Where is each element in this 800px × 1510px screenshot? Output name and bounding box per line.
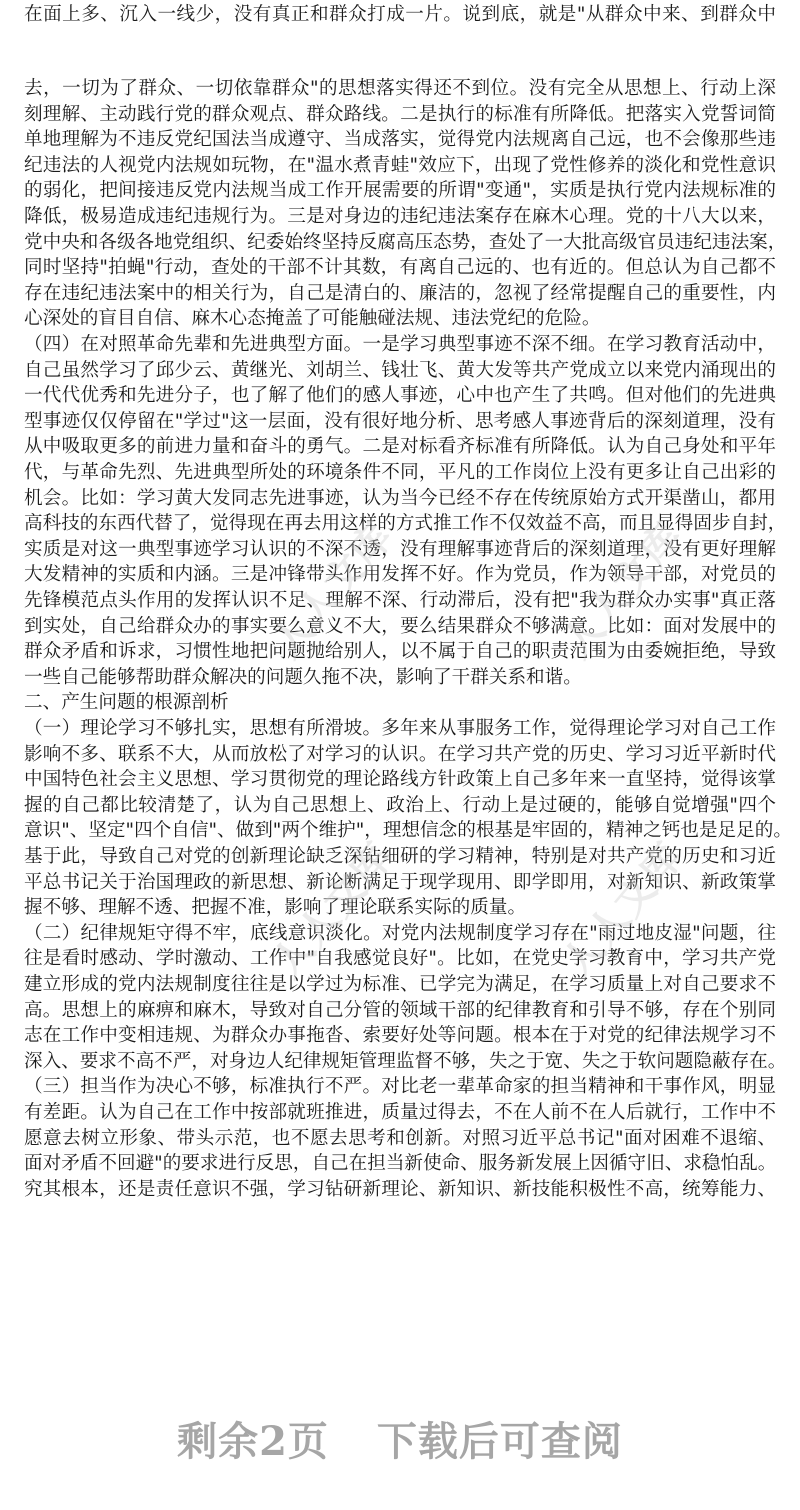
text-line: 面对矛盾不回避"的要求进行反思，自己在担当新使命、服务新发展上因循守旧、求稳怕乱。 [24,1153,777,1175]
text-line: 基于此，导致自己对党的创新理论缺乏深钻细研的学习精神，特别是对共产党的历史和习近 [24,846,776,867]
text-line: 影响不多、联系不大，从而放松了对学习的认识。在学习共产党的历史、学习习近平新时代 [24,743,776,765]
text-line: 从中吸取更多的前进力量和奋斗的勇气。二是对标看齐标准有所降低。认为自己身处和平年 [24,436,776,458]
text-line: （三）担当作为决心不够，标准执行不严。对比老一辈革命家的担当精神和干事作风，明显 [24,1076,776,1098]
text-line: 中国特色社会主义思想、学习贯彻党的理论路线方针政策上自己多年来一直坚持，觉得该掌 [24,769,776,791]
text-line: 一些自己能够帮助群众解决的问题久拖不决，影响了干群关系和谐。 [24,666,582,688]
download-hint-label: 下载后可查阅 [376,1418,623,1465]
text-line: 高。思想上的麻痹和麻木，导致对自己分管的领域干部的纪律教育和引导不够，存在个别同 [24,999,776,1021]
text-line: 平总书记关于治国理政的新思想、新论断满足于现学现用、即学即用，对新知识、新政策掌 [24,871,776,893]
remaining-pages-label: 剩余2页 [177,1418,329,1465]
remaining-pages-banner [0,1410,800,1467]
text-line: 群众矛盾和诉求，习惯性地把问题抛给别人，以不属于自己的职责范围为由委婉拒绝，导致 [24,641,776,663]
text-line: 志在工作中变相违规、为群众办事拖沓、索要好处等问题。根本在于对党的纪律法规学习不 [24,1025,776,1047]
watermark: 人人文库 [263,834,402,987]
text-line: 单地理解为不违反党纪国法当成遵守、当成落实，觉得党内法规离自己远，也不会像那些违 [24,129,776,151]
text-line: 党中央和各级各地党组织、纪委始终坚持反腐高压态势，查处了一大批高级官员违纪违法案， [24,231,787,253]
text-line: 建立形成的党内法规制度往往是以学过为标准、已学完为满足，在学习质量上对自己要求不 [24,974,776,995]
text-line: 握的自己都比较清楚了，认为自己思想上、政治上、行动上是过硬的，能够自觉增强"四个 [24,794,776,816]
text-line: 愿意去树立形象、带头示范，也不愿去思考和创新。对照习近平总书记"面对困难不退缩、 [24,1127,776,1149]
text-line: 究其根本，还是责任意识不强，学习钻研新理论、新知识、新技能积极性不高，统筹能力、 [24,1178,776,1200]
text-line-top-fragment: 在面上多、沉入一线少，没有真正和群众打成一片。说到底，就是"从群众中来、到群众中 [24,4,776,25]
text-line: 纪违法的人视党内法规如玩物，在"温水煮青蛙"效应下，出现了党性修养的淡化和党性意识 [24,154,776,176]
text-line: 刻理解、主动践行党的群众观点、群众路线。二是执行的标准有所降低。把落实入党誓词简 [24,103,776,125]
text-line: 大发精神的实质和内涵。三是冲锋带头作用发挥不好。作为党员，作为领导干部，对党员的 [24,564,776,586]
text-line: 型事迹仅仅停留在"学过"这一层面，没有很好地分析、思考感人事迹背后的深刻道理，没有 [24,410,776,432]
text-line: 自己虽然学习了邱少云、黄继光、刘胡兰、钱壮飞、黄大发等共产党成立以来党内涌现出的 [24,359,776,381]
text-line: （一）理论学习不够扎实，思想有所滑坡。多年来从事服务工作，觉得理论学习对自己工作 [24,718,776,739]
text-line: 存在违纪违法案中的相关行为，自己是清白的、廉洁的，忽视了经常提醒自己的重要性，内 [24,282,776,304]
text-line: 先锋模范点头作用的发挥认识不足、理解不深、行动滞后，没有把"我为群众办实事"真正落 [24,590,776,611]
text-line: 握不够、理解不透、把握不准，影响了理论联系实际的质量。 [24,897,527,919]
text-line: （二）纪律规矩守得不牢，底线意识淡化。对党内法规制度学习存在"雨过地皮湿"问题，往 [24,922,776,944]
text-line: 二、产生问题的根源剖析 [24,692,229,714]
text-line: 代，与革命先烈、先进典型所处的环境条件不同，平凡的工作岗位上没有更多让自己出彩的 [24,462,776,483]
text-line: （四）在对照革命先辈和先进典型方面。一是学习典型事迹不深不细。在学习教育活动中， [24,334,776,355]
text-line: 往是看时感动、学时激动、工作中"自我感觉良好"。比如，在党史学习教育中，学习共产党 [24,948,776,970]
watermark: 人人文库 [263,514,402,667]
watermark: 人人文库 [553,834,692,987]
text-line: 心深处的盲目自信、麻木心态掩盖了可能触碰法规、违法党纪的危险。 [24,308,601,330]
text-line: 到实处，自己给群众办的事实要么意义不大，要么结果群众不够满意。比如：面对发展中的 [24,615,776,637]
text-line: 深入、要求不高不严，对身边人纪律规矩管理监督不够，失之于宽、失之于软问题隐蔽存在。 [24,1050,787,1072]
text-line: 一代代优秀和先进分子，也了解了他们的感人事迹，心中也产生了共鸣。但对他们的先进典 [24,385,776,407]
text-line: 机会。比如：学习黄大发同志先进事迹，认为当今已经不存在传统原始方式开渠凿山，都用 [24,487,776,509]
text-line: 意识"、坚定"四个自信"、做到"两个维护"，理想信念的根基是牢固的，精神之钙也是足足的。 [24,820,792,842]
text-line: 有差距。认为自己在工作中按部就班推进，质量过得去，不在人前不在人后就行，工作中不 [24,1102,776,1123]
text-line: 降低，极易造成违纪违规行为。三是对身边的违纪违法案存在麻木心理。党的十八大以来， [24,206,776,227]
text-line: 的弱化，把间接违反党内法规当成工作开展需要的所谓"变通"，实质是执行党内法规标准的 [24,180,776,202]
watermark: 人人文库 [553,514,692,667]
text-line: 实质是对这一典型事迹学习认识的不深不透，没有理解事迹背后的深刻道理，没有更好理解 [24,538,776,560]
text-line: 同时坚持"拍蝇"行动，查处的干部不计其数，有离自己远的、也有近的。但总认为自己都不 [24,257,776,279]
text-line: 去，一切为了群众、一切依靠群众"的思想落实得还不到位。没有完全从思想上、行动上深 [24,78,776,99]
text-line: 高科技的东西代替了，觉得现在再去用这样的方式推工作不仅效益不高，而且显得固步自封， [24,513,787,535]
